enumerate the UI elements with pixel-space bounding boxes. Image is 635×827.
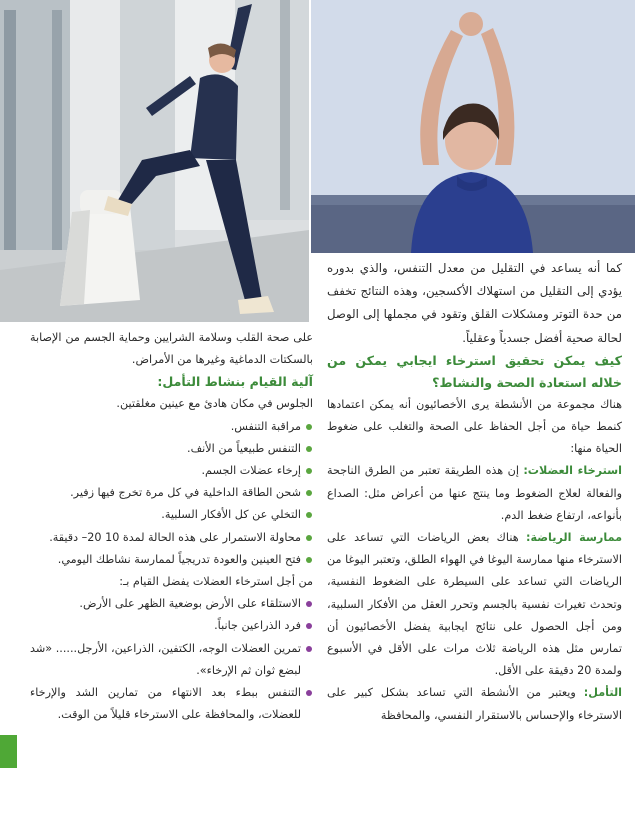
intro-paragraph: كما أنه يساعد في التقليل من معدل التنفس، والذي بدوره يؤدي إلى التقليل من استهلاك الأكسجين، وهذه النتائج تخفف من حدة التوتر ومشكلات القلق وتقود في مجملها إلى الوصل لحالة صحية أفضل جسدياً وعقلياً.: [327, 261, 622, 345]
list-item: مراقبة التنفس.: [30, 416, 313, 438]
meditation-paragraph: [327, 682, 622, 726]
list-item: الاستلقاء على الأرض بوضعية الظهر على الأرض.: [30, 593, 313, 615]
sport-keyword: ممارسة الرياضة:: [525, 531, 622, 545]
list-item: شحن الطاقة الداخلية في كل مرة تخرج فيها زفير.: [30, 482, 313, 504]
left-text-column: [30, 327, 313, 726]
list-item: إرخاء عضلات الجسم.: [30, 460, 313, 482]
list-item: فتح العينين والعودة تدريجياً لممارسة نشاطك اليومي.: [30, 549, 313, 571]
muscle-relax-intro: من أجل استرخاء العضلات يفضل القيام بـ:: [119, 575, 313, 589]
sport-text: هناك بعض الرياضات التي تساعد على الاسترخاء منها ممارسة اليوغا في الهواء الطلق، وتعتبر اليوغا من الرياضات التي تساعد على السيطرة على الضغوط النفسية، وتحدث تغيرات نفسية بالجسم وتحرر العقل من الأفكار السلبية، ومن أجل الحصول على نتائج ايجابية يفضل الأخصائيون أن تمارس مثل هذه الرياضة ثلاث مرات على الأقل في الأسبوع ولمدة 20 دقيقة على الأقل.: [327, 531, 622, 678]
section-heading-meditation: آلية القيام بنشاط التأمل:: [157, 374, 313, 390]
muscle-relax-steps-list: [30, 593, 313, 726]
meditation-keyword: التأمل:: [583, 686, 622, 700]
meditation-steps-list: [30, 416, 313, 571]
list-item: تمرين العضلات الوجه، الكتفين، الذراعين، الأرجل...... «شد لبضع ثوان ثم الإرخاء».: [30, 638, 313, 682]
muscle-relax-text: إن هذه الطريقة تعتبر من الطرق الناجحة والفعالة لعلاج الضغوط وما ينتج عنها من أعراض مثل: الصداع بأنواعه، ارتفاع ضغط الدم.: [327, 464, 622, 522]
muscle-relax-keyword: استرخاء العضلات:: [523, 464, 622, 478]
activities-paragraph: هناك مجموعة من الأنشطة يرى الأخصائيون أنه يمكن اعتمادها كنمط حياة من أجل الحفاظ على الصحة والتغلب على ضغوط الحياة منها:: [327, 397, 622, 456]
woman-stretching-leg-photo: [0, 0, 309, 322]
list-item: التنفس ببطء بعد الانتهاء من تمارين الشد والإرخاء للعضلات، والمحافظة على الاسترخاء قليلاً من الوقت.: [30, 682, 313, 726]
woman-stretching-arms-on-sofa-photo: [311, 0, 635, 253]
list-item: فرد الذراعين جانباً.: [30, 615, 313, 637]
list-item: التنفس طبيعياً من الأنف.: [30, 438, 313, 460]
page-side-tab: [0, 735, 17, 768]
list-item: محاولة الاستمرار على هذه الحالة لمدة 10 20– دقيقة.: [30, 527, 313, 549]
right-text-column: [327, 257, 622, 727]
muscle-relax-paragraph: [327, 460, 622, 527]
sport-paragraph: [327, 527, 622, 682]
meditation-intro: الجلوس في مكان هادئ مع عينين مغلقتين.: [116, 397, 313, 411]
continuation-paragraph: على صحة القلب وسلامة الشرايين وحماية الجسم من الإصابة بالسكتات الدماغية وغيرها من الأمراض.: [30, 331, 313, 367]
list-item: التخلي عن كل الأفكار السلبية.: [30, 504, 313, 526]
section-heading-how: كيف يمكن تحقيق استرخاء ايجابي يمكن من خلاله استعادة الصحة والنشاط؟: [327, 352, 622, 390]
meditation-text: ويعتبر من الأنشطة التي تساعد بشكل كبير على الاسترخاء والإحساس بالاستقرار النفسي، والمحافظة: [327, 686, 622, 722]
